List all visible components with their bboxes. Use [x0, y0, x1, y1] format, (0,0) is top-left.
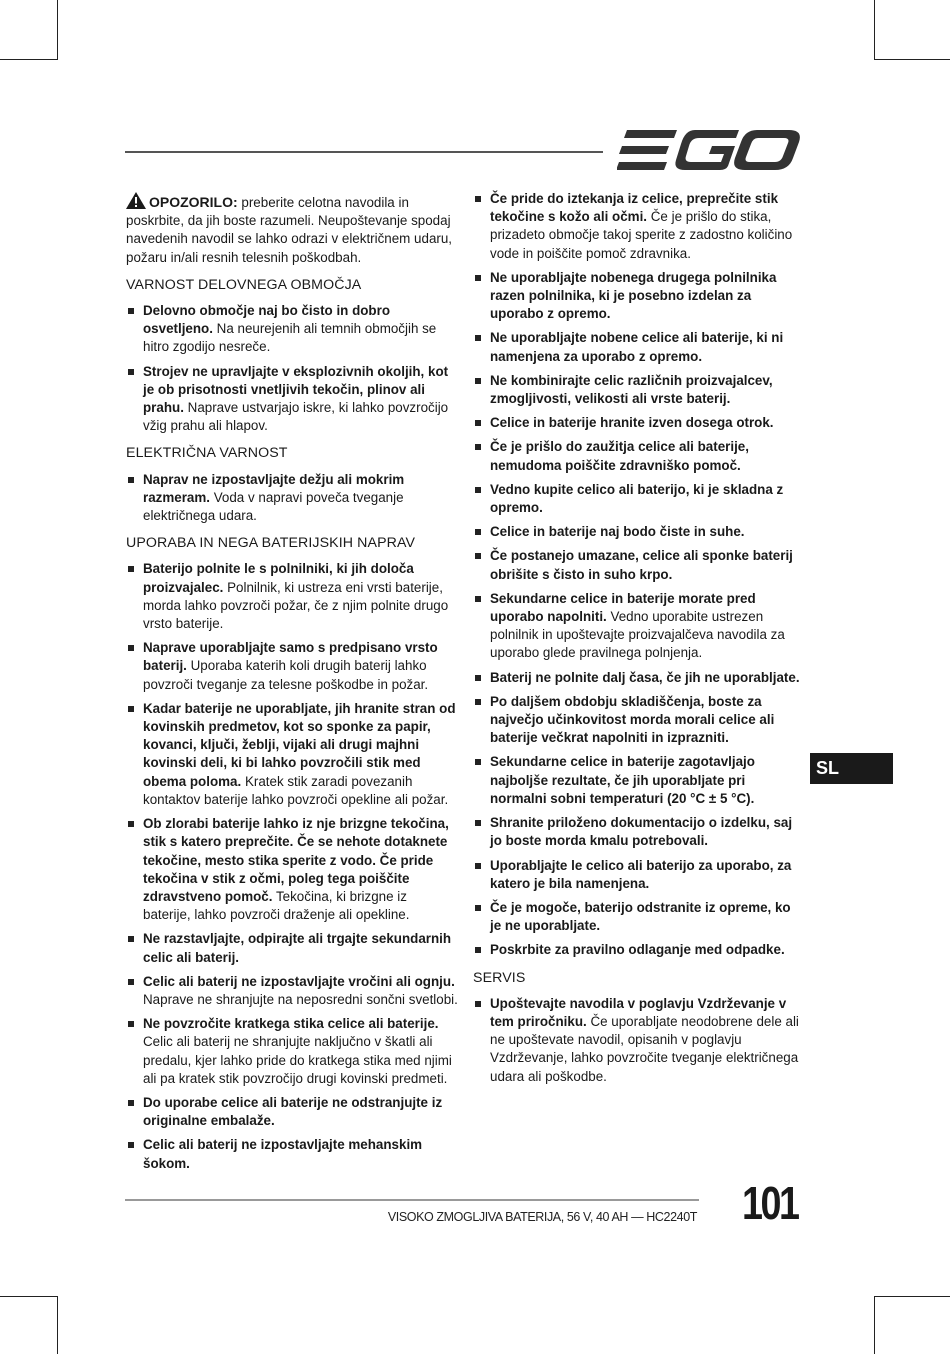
- item-text: Naprave ne shranjujte na neposredni sončni svetlobi.: [143, 991, 458, 1007]
- item-bold-text: Ne uporabljajte nobenega drugega polnilnika razen polnilnika, ki je posebno izdelan za uporabo z opremo.: [490, 269, 777, 322]
- item-bold-text: Naprav ne izpostavljajte dežju ali mokrim razmeram.: [143, 471, 405, 505]
- item-bold-text: Sekundarne celice in baterije morate pred uporabo napolniti.: [490, 590, 756, 625]
- item-bold-text: Uporabljajte le celico ali baterijo za uporabo, za katero je bila namenjena.: [490, 857, 792, 891]
- list-item: [473, 941, 803, 959]
- crop-mark: [57, 1296, 58, 1354]
- list-item: [126, 1136, 458, 1172]
- crop-mark: [874, 0, 875, 60]
- footer-product-name: VISOKO ZMOGLJIVA BATERIJA, 56 V, 40 AH — HC2240T: [387, 1210, 697, 1224]
- list-item: [126, 973, 458, 1009]
- item-text: Vedno uporabite ustrezen polnilnik in upoštevajte proizvajalčeva navodila za uporabo glede pravilnega polnjenja.: [490, 609, 785, 661]
- list-item: [126, 363, 458, 436]
- list-item: [473, 372, 803, 408]
- item-bold-text: Po daljšem obdobju skladiščenja, boste za največjo učinkovitost morda morali celice ali baterije večkrat napolniti in izprazniti.: [490, 693, 775, 746]
- section-title-servis: SERVIS: [473, 969, 526, 986]
- list-item: [473, 669, 803, 687]
- item-bold-text: Če postanejo umazane, celice ali sponke baterij obrišite s čisto in suho krpo.: [490, 548, 793, 582]
- ego-logo: [617, 128, 801, 174]
- warning-triangle-icon: [126, 192, 146, 209]
- item-bold-text: Naprave uporabljajte samo s predpisano vrsto baterij.: [143, 640, 438, 674]
- item-text: Tekočina, ki brizgne iz baterije, lahko povzroči draženje ali opekline.: [143, 888, 410, 923]
- item-text: Polnilnik, ki ustreza eni vrsti baterije, morda lahko povzroči požar, če z njim polnite drugo vrsto baterije.: [143, 579, 449, 632]
- item-bold-text: Poskrbite za pravilno odlaganje med odpadke.: [490, 942, 785, 958]
- list-item: [126, 930, 458, 966]
- right-item-list: [473, 190, 803, 960]
- item-bold-text: Če je prišlo do zaužitja celice ali baterije, nemudoma poiščite zdravniško pomoč.: [490, 439, 749, 473]
- item-text: Celic ali baterij ne shranjujte naključno v škatli ali predalu, kjer lahko pride do kratkega stika med njimi ali pa kratek stik povzročijo drugi kovinski predmeti.: [143, 1034, 452, 1086]
- page-number: 101: [742, 1177, 798, 1229]
- list-item: [126, 560, 458, 633]
- warning-paragraph: [126, 192, 458, 267]
- item-bold-text: Če pride do iztekanja iz celice, preprečite stik tekočine s kožo ali očmi.: [490, 191, 779, 225]
- list-item: [473, 269, 803, 324]
- item-bold-text: Strojev ne upravljajte v eksplozivnih okoljih, kot je ob prisotnosti vnetljivih tekočin, plinov ali prahu.: [143, 363, 449, 416]
- item-text: Če uporabljate neodobrene dele ali ne upoštevate navodil, opisanih v poglavju Vzdrževanje, lahko povzročite tveganje električnega udara ali poškodbe.: [490, 1013, 799, 1084]
- item-text: Kratek stik zaradi povezanih kontaktov baterije lahko povzroči opekline ali požar.: [143, 773, 449, 807]
- left-column: [126, 192, 458, 1179]
- crop-mark: [874, 59, 950, 60]
- item-bold-text: Baterij ne polnite dalj časa, če jih ne uporabljate.: [490, 669, 800, 685]
- item-bold-text: Celic ali baterij ne izpostavljajte vročini ali ognju.: [143, 973, 455, 989]
- item-text: Uporaba katerih koli drugih baterij lahko povzroči tveganje za telesne poškodbe in požar.: [143, 658, 429, 692]
- list-item: [126, 1015, 458, 1088]
- list-item: [126, 815, 458, 924]
- list-item: [473, 899, 803, 935]
- crop-mark: [0, 59, 58, 60]
- item-text: Voda v napravi poveča tveganje električnega udara.: [143, 489, 404, 524]
- item-bold-text: Ne povzročite kratkega stika celice ali baterije.: [143, 1016, 439, 1032]
- item-bold-text: Kadar baterije ne uporabljate, jih hranite stran od kovinskih predmetov, kot so sponke za papir, kovanci, ključi, žeblji, vijaki ali drugi majhni kovinski deli, ki bi lahko povzročili stik med obema poloma.: [143, 700, 456, 789]
- section-item-list: [126, 560, 458, 1172]
- list-item: [126, 639, 458, 694]
- item-bold-text: Upoštevajte navodila v poglavju Vzdrževanje v tem priročniku.: [490, 995, 787, 1029]
- item-bold-text: Delovno območje naj bo čisto in dobro osvetljeno.: [143, 303, 390, 337]
- item-bold-text: Ne razstavljajte, odpirajte ali trgajte sekundarnih celic ali baterij.: [143, 931, 452, 965]
- list-item: [473, 329, 803, 365]
- section-title: UPORABA IN NEGA BATERIJSKIH NAPRAV: [126, 535, 416, 552]
- crop-mark: [57, 0, 58, 60]
- list-item: [126, 471, 458, 526]
- header-rule: [125, 151, 603, 153]
- section-title: ELEKTRIČNA VARNOST: [126, 445, 288, 462]
- list-item: [126, 302, 458, 357]
- item-bold-text: Shranite priloženo dokumentacijo o izdelku, saj jo boste morda kmalu potrebovali.: [490, 815, 793, 849]
- list-item: [473, 995, 803, 1086]
- footer-rule: [125, 1199, 699, 1201]
- item-bold-text: Sekundarne celice in baterije zagotavljajo najboljše rezultate, če jih uporabljate pri normalni sobni temperaturi (20 °C ± 5 °C).: [490, 754, 755, 806]
- item-bold-text: Celice in baterije naj bodo čiste in suhe.: [490, 524, 745, 540]
- item-bold-text: Ne kombinirajte celic različnih proizvajalcev, zmogljivosti, velikosti ali vrste baterij.: [490, 372, 773, 407]
- list-item: [473, 753, 803, 808]
- servis-item-list: [473, 995, 803, 1086]
- warning-label: OPOZORILO:: [149, 194, 238, 210]
- list-item: [473, 857, 803, 893]
- item-bold-text: Vedno kupite celico ali baterijo, ki je skladna z opremo.: [490, 481, 784, 516]
- list-item: [473, 414, 803, 432]
- section-item-list: [126, 302, 458, 435]
- left-sections: [126, 276, 458, 1173]
- list-item: [473, 190, 803, 263]
- list-item: [473, 547, 803, 583]
- item-bold-text: Ob zlorabi baterije lahko iz nje brizgne tekočina, stik s katero preprečite. Če se nehote dotaknete tekočine, mesto stika sperite z vodo. Če pride tekočina v stik z očmi, poleg tega poiščite zdravstveno pomoč.: [143, 816, 449, 904]
- item-bold-text: Celice in baterije hranite izven dosega otrok.: [490, 415, 774, 431]
- item-bold-text: Baterijo polnite le s polnilniki, ki jih določa proizvajalec.: [143, 561, 414, 595]
- item-bold-text: Do uporabe celice ali baterije ne odstranjujte iz originalne embalaže.: [143, 1094, 443, 1129]
- list-item: [126, 1094, 458, 1130]
- item-text: Če je prišlo do stika, prizadeto območje takoj sperite z zadostno količino vode in poiščite pomoč zdravnika.: [490, 209, 793, 261]
- list-item: [473, 814, 803, 850]
- list-item: [473, 590, 803, 663]
- list-item: [473, 693, 803, 748]
- item-bold-text: Če je mogoče, baterijo odstranite iz opreme, ko je ne uporabljate.: [490, 899, 791, 934]
- list-item: [473, 523, 803, 541]
- item-bold-text: Celic ali baterij ne izpostavljajte mehanskim šokom.: [143, 1137, 423, 1171]
- item-bold-text: Ne uporabljajte nobene celice ali baterije, ki ni namenjena za uporabo z opremo.: [490, 330, 784, 364]
- list-item: [473, 438, 803, 474]
- list-item: [473, 481, 803, 517]
- crop-mark: [874, 1296, 875, 1354]
- item-text: Na neurejenih ali temnih območjih se hitro zgodijo nesreče.: [143, 321, 437, 355]
- crop-mark: [874, 1296, 950, 1297]
- section-item-list: [126, 471, 458, 526]
- crop-mark: [0, 1296, 58, 1297]
- language-tab: SL: [810, 753, 893, 784]
- warning-text: preberite celotna navodila in poskrbite, da jih boste razumeli. Neupoštevanje spodaj navedenih navodil se lahko odrazi v električnem udaru, požaru in/ali resnih telesnih poškodbah.: [126, 195, 453, 265]
- section-title: VARNOST DELOVNEGA OBMOČJA: [126, 276, 362, 293]
- item-text: Naprave ustvarjajo iskre, ki lahko povzročijo vžig prahu ali hlapov.: [143, 400, 449, 434]
- list-item: [126, 700, 458, 809]
- right-column: [473, 190, 803, 1092]
